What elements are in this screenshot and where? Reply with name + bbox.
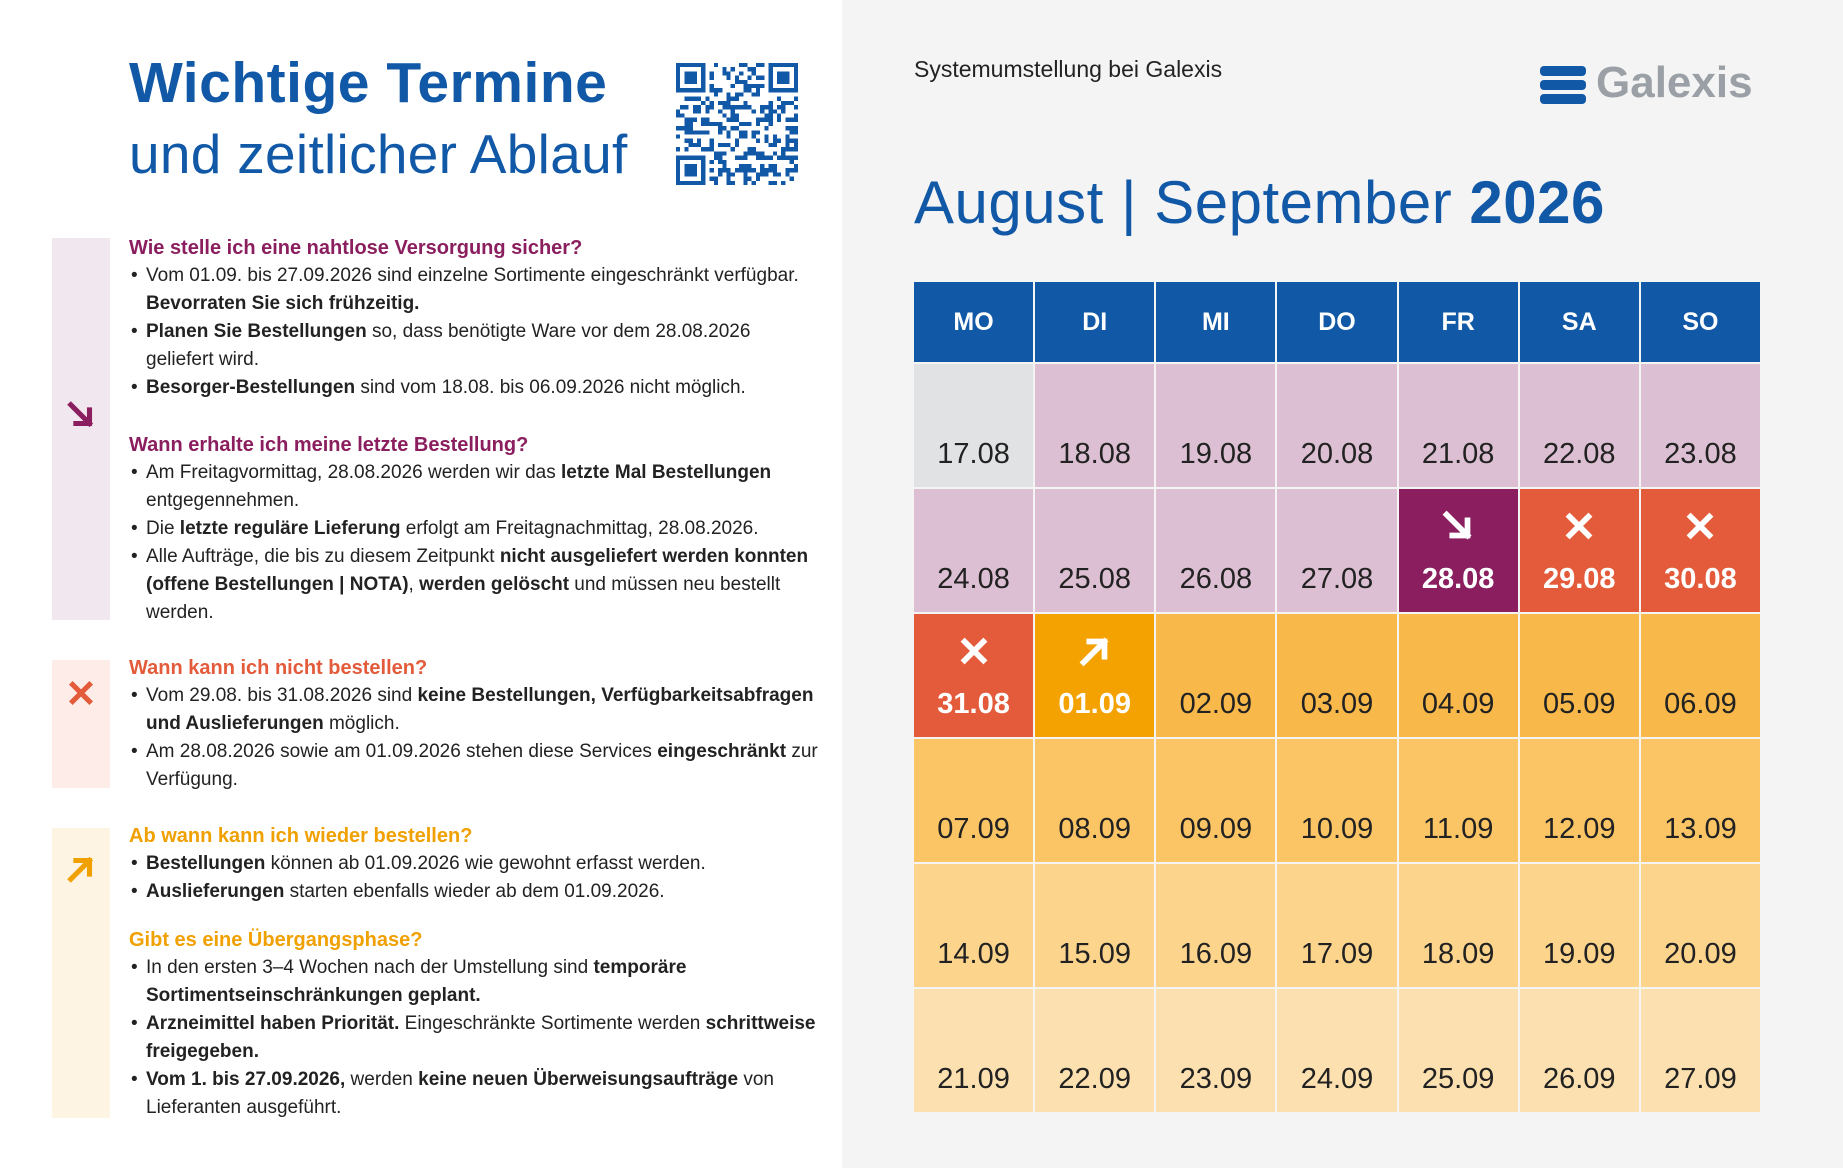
day-date: 04.09 bbox=[1421, 688, 1495, 720]
calendar-day bbox=[1641, 614, 1760, 737]
calendar-day bbox=[1156, 739, 1275, 862]
calendar-day bbox=[1399, 864, 1518, 987]
day-date: 13.09 bbox=[1664, 813, 1737, 845]
day-date: 06.09 bbox=[1664, 688, 1737, 720]
calendar-day bbox=[1399, 739, 1518, 862]
day-date: 25.09 bbox=[1421, 1063, 1495, 1095]
calendar-day bbox=[1641, 364, 1760, 487]
day-date: 15.09 bbox=[1058, 938, 1131, 970]
day-date: 25.08 bbox=[1058, 563, 1131, 595]
calendar-day bbox=[1641, 864, 1760, 987]
section-question: Ab wann kann ich wieder bestellen? bbox=[129, 825, 473, 847]
galexis-logo bbox=[1540, 60, 1780, 110]
bullet-item: • Auslieferungen starten ebenfalls wieder ab dem 01.09.2026. bbox=[129, 878, 819, 906]
weekday-header: DI bbox=[1035, 282, 1154, 362]
bullet-item: • Besorger-Bestellungen sind vom 18.08. bis 06.09.2026 nicht möglich. bbox=[129, 374, 819, 402]
calendar-day bbox=[1035, 614, 1154, 737]
day-date: 23.08 bbox=[1664, 438, 1737, 470]
calendar-day bbox=[1520, 489, 1639, 612]
day-date: 10.09 bbox=[1300, 813, 1374, 845]
info-section bbox=[129, 431, 819, 627]
calendar-day bbox=[1641, 989, 1760, 1112]
calendar-day bbox=[1520, 864, 1639, 987]
bullet-item: • Vom 1. bis 27.09.2026, werden keine neuen Überweisungsaufträge von Lieferanten ausgeführt. bbox=[129, 1066, 819, 1122]
info-section bbox=[129, 234, 819, 402]
weekday-header: FR bbox=[1399, 282, 1518, 362]
month-range: August | September bbox=[914, 169, 1470, 236]
bullet-item: • Am Freitagvormittag, 28.08.2026 werden wir das letzte Mal Bestellungen entgegennehmen. bbox=[129, 459, 819, 515]
arrow-up-right-icon bbox=[1076, 632, 1114, 670]
arrow-down-right-icon bbox=[64, 398, 98, 432]
calendar-day bbox=[1156, 614, 1275, 737]
day-date: 02.09 bbox=[1179, 688, 1253, 720]
calendar-day bbox=[1035, 489, 1154, 612]
day-date: 24.09 bbox=[1300, 1063, 1374, 1095]
day-date: 03.09 bbox=[1300, 688, 1374, 720]
day-date: 31.08 bbox=[937, 688, 1010, 720]
day-date: 30.08 bbox=[1664, 563, 1737, 595]
purple-band bbox=[52, 238, 110, 620]
logo-text: Galexis bbox=[1596, 58, 1753, 107]
red-band bbox=[52, 660, 110, 788]
calendar-day bbox=[1035, 364, 1154, 487]
day-date: 23.09 bbox=[1179, 1063, 1253, 1095]
calendar-day bbox=[1520, 739, 1639, 862]
day-date: 29.08 bbox=[1542, 563, 1616, 595]
bullet-item: • Planen Sie Bestellungen so, dass benötigte Ware vor dem 28.08.2026 geliefert wird. bbox=[129, 318, 819, 374]
bullet-list bbox=[129, 954, 819, 1122]
month-year: 2026 bbox=[1469, 169, 1605, 236]
bullet-item: • Vom 29.08. bis 31.08.2026 sind keine Bestellungen, Verfügbarkeitsabfragen und Auslieferungen möglich. bbox=[129, 682, 819, 738]
day-date: 11.09 bbox=[1422, 813, 1494, 845]
day-date: 28.08 bbox=[1421, 563, 1495, 595]
calendar-day bbox=[1399, 614, 1518, 737]
day-date: 20.08 bbox=[1300, 438, 1374, 470]
info-section bbox=[129, 822, 819, 906]
calendar-day bbox=[914, 864, 1033, 987]
day-date: 27.08 bbox=[1300, 563, 1374, 595]
arrow-down-right-icon bbox=[1439, 507, 1477, 545]
section-question: Gibt es eine Übergangsphase? bbox=[129, 929, 423, 951]
section-question: Wann kann ich nicht bestellen? bbox=[129, 657, 428, 679]
day-date: 24.08 bbox=[937, 563, 1010, 595]
day-date: 20.09 bbox=[1664, 938, 1737, 970]
calendar-day bbox=[1156, 864, 1275, 987]
calendar-day bbox=[1277, 489, 1396, 612]
day-date: 18.08 bbox=[1058, 438, 1131, 470]
day-date: 09.09 bbox=[1179, 813, 1253, 845]
calendar-day bbox=[914, 364, 1033, 487]
day-date: 19.08 bbox=[1179, 438, 1253, 470]
orange-band bbox=[52, 828, 110, 1118]
cross-icon bbox=[1681, 507, 1719, 545]
calendar-day bbox=[914, 489, 1033, 612]
day-date: 26.09 bbox=[1542, 1063, 1616, 1095]
calendar-day bbox=[1035, 864, 1154, 987]
calendar-day bbox=[1277, 864, 1396, 987]
bullet-item: • Bestellungen können ab 01.09.2026 wie gewohnt erfasst werden. bbox=[129, 850, 819, 878]
bullet-list bbox=[129, 262, 819, 402]
calendar-day bbox=[1641, 739, 1760, 862]
calendar-day bbox=[914, 614, 1033, 737]
cross-icon bbox=[1560, 507, 1598, 545]
section-question: Wann erhalte ich meine letzte Bestellung? bbox=[129, 434, 529, 456]
day-date: 19.09 bbox=[1542, 938, 1616, 970]
calendar-day bbox=[1277, 364, 1396, 487]
system-label: Systemumstellung bei Galexis bbox=[914, 56, 1223, 82]
bullet-list bbox=[129, 459, 819, 627]
bullet-list bbox=[129, 682, 819, 794]
day-date: 01.09 bbox=[1058, 688, 1131, 720]
day-date: 22.09 bbox=[1058, 1063, 1131, 1095]
info-panel bbox=[0, 0, 842, 1168]
bullet-item: • Vom 01.09. bis 27.09.2026 sind einzelne Sortimente eingeschränkt verfügbar. Bevorraten Sie sich frühzeitig. bbox=[129, 262, 819, 318]
calendar-day bbox=[1035, 989, 1154, 1112]
arrow-up-right-icon bbox=[64, 852, 98, 886]
section-question: Wie stelle ich eine nahtlose Versorgung sicher? bbox=[129, 237, 583, 259]
day-date: 21.08 bbox=[1421, 438, 1495, 470]
day-date: 05.09 bbox=[1542, 688, 1616, 720]
weekday-header: SA bbox=[1520, 282, 1639, 362]
bullet-item: • In den ersten 3–4 Wochen nach der Umstellung sind temporäre Sortimentseinschränkungen geplant. bbox=[129, 954, 819, 1010]
bullet-item: • Alle Aufträge, die bis zu diesem Zeitpunkt nicht ausgeliefert werden konnten (offene Bestellungen | NOTA), werden gelöscht und müssen neu bestellt werden. bbox=[129, 543, 819, 627]
cross-icon bbox=[955, 632, 993, 670]
info-section bbox=[129, 926, 819, 1122]
page-subtitle: und zeitlicher Ablauf bbox=[129, 123, 628, 185]
calendar-day bbox=[1035, 739, 1154, 862]
month-heading bbox=[914, 168, 1605, 237]
calendar-day bbox=[1156, 489, 1275, 612]
day-date: 16.09 bbox=[1179, 938, 1253, 970]
calendar-day bbox=[1399, 489, 1518, 612]
weekday-header: SO bbox=[1641, 282, 1760, 362]
day-date: 18.09 bbox=[1421, 938, 1495, 970]
day-date: 14.09 bbox=[937, 938, 1010, 970]
calendar-day bbox=[1520, 989, 1639, 1112]
bullet-item: • Die letzte reguläre Lieferung erfolgt am Freitagnachmittag, 28.08.2026. bbox=[129, 515, 819, 543]
weekday-header: DO bbox=[1277, 282, 1396, 362]
calendar-day bbox=[1641, 489, 1760, 612]
calendar-day bbox=[1520, 364, 1639, 487]
calendar-panel bbox=[842, 0, 1843, 1168]
bullet-list bbox=[129, 850, 819, 906]
calendar-day bbox=[914, 989, 1033, 1112]
day-date: 21.09 bbox=[937, 1063, 1010, 1095]
day-date: 17.08 bbox=[937, 438, 1010, 470]
bullet-item: • Arzneimittel haben Priorität. Eingeschränkte Sortimente werden schrittweise freigegeben. bbox=[129, 1010, 819, 1066]
calendar-day bbox=[1277, 989, 1396, 1112]
day-date: 12.09 bbox=[1542, 813, 1616, 845]
info-section bbox=[129, 654, 819, 794]
calendar-day bbox=[1520, 614, 1639, 737]
weekday-header: MI bbox=[1156, 282, 1275, 362]
day-date: 22.08 bbox=[1542, 438, 1616, 470]
weekday-header: MO bbox=[914, 282, 1033, 362]
day-date: 27.09 bbox=[1664, 1063, 1737, 1095]
bullet-item: • Am 28.08.2026 sowie am 01.09.2026 stehen diese Services eingeschränkt zur Verfügung. bbox=[129, 738, 819, 794]
calendar-day bbox=[1156, 364, 1275, 487]
day-date: 17.09 bbox=[1300, 938, 1374, 970]
calendar-day bbox=[1156, 989, 1275, 1112]
calendar-day bbox=[1399, 989, 1518, 1112]
day-date: 07.09 bbox=[937, 813, 1010, 845]
calendar-day bbox=[1399, 364, 1518, 487]
cross-icon bbox=[64, 676, 98, 710]
page-title: Wichtige Termine bbox=[129, 51, 608, 115]
calendar-grid bbox=[914, 282, 1760, 1112]
calendar-day bbox=[1277, 739, 1396, 862]
day-date: 26.08 bbox=[1179, 563, 1253, 595]
day-date: 08.09 bbox=[1058, 813, 1131, 845]
calendar-day bbox=[914, 739, 1033, 862]
qr-code-icon[interactable] bbox=[676, 63, 798, 185]
calendar-day bbox=[1277, 614, 1396, 737]
